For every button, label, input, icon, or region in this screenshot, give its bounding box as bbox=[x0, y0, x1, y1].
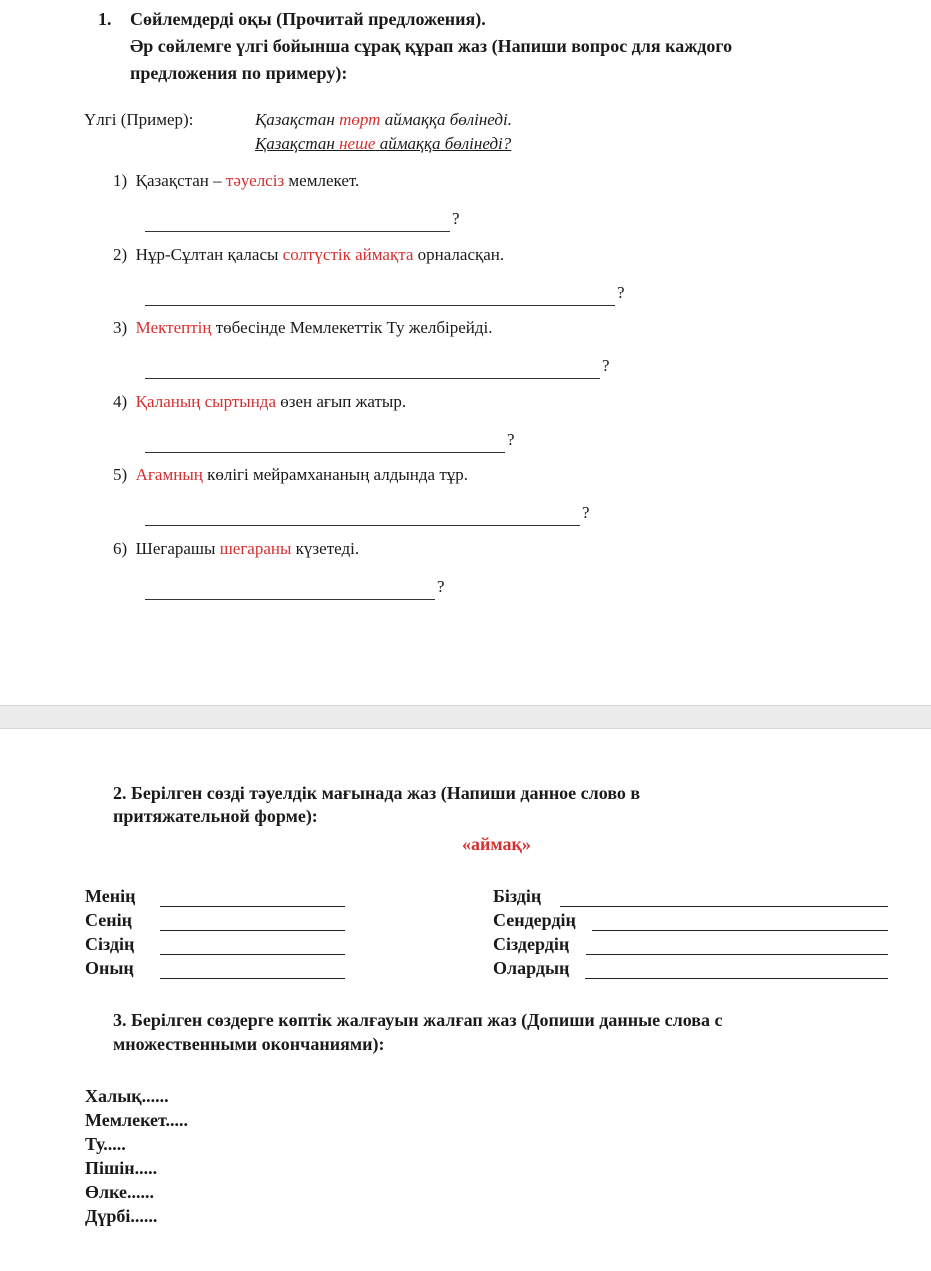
example-label: Үлгі (Пример): bbox=[84, 110, 194, 129]
text: Қазақстан bbox=[255, 110, 340, 129]
exercise-item bbox=[113, 318, 493, 338]
highlight: Ағамның bbox=[135, 465, 203, 484]
word-item: Пішін..... bbox=[85, 1158, 158, 1178]
highlight: тәуелсіз bbox=[225, 171, 285, 190]
highlight: шегараны bbox=[219, 538, 292, 558]
text: мемлекет. bbox=[284, 171, 360, 190]
answer-blank[interactable] bbox=[145, 452, 505, 453]
highlight: солтүстік аймақта bbox=[282, 244, 414, 264]
answer-blank[interactable] bbox=[145, 599, 435, 600]
question-mark: ? bbox=[437, 576, 445, 596]
answer-blank[interactable] bbox=[560, 906, 888, 907]
item-number: 3) bbox=[113, 318, 128, 337]
text: өзен ағып жатыр. bbox=[276, 391, 407, 411]
task2-title: 2. Берілген сөзді тәуелдік мағынада жаз (Напиши данное слово в bbox=[113, 783, 641, 803]
question-mark: ? bbox=[602, 356, 610, 375]
text: төбесінде Мемлекеттік Ту желбірейді. bbox=[211, 318, 493, 337]
answer-blank[interactable] bbox=[592, 930, 888, 931]
highlight: Мектептің bbox=[135, 318, 212, 337]
answer-blank[interactable] bbox=[160, 930, 345, 931]
pronoun-label: Оның bbox=[85, 958, 134, 978]
task3-title: 3. Берілген сөздерге көптік жалғауын жалғап жаз (Допиши данные слова с bbox=[113, 1010, 723, 1030]
answer-blank[interactable] bbox=[160, 906, 345, 907]
task1-number: 1. bbox=[98, 9, 112, 29]
task1-instruction: Әр сөйлемге үлгі бойынша сұрақ құрап жаз (Напиши вопрос для каждого bbox=[130, 36, 733, 56]
text: аймаққа бөлінеді. bbox=[380, 110, 513, 129]
pronoun-label: Сенің bbox=[85, 910, 132, 930]
word-item: Мемлекет..... bbox=[85, 1110, 188, 1130]
pronoun-label: Сіздердің bbox=[493, 934, 570, 954]
text: орналасқан. bbox=[413, 244, 505, 264]
text: Қазақстан – bbox=[135, 171, 226, 190]
word-item: Ту..... bbox=[85, 1134, 126, 1154]
pronoun-label: Біздің bbox=[493, 886, 542, 906]
task3-title-cont: множественными окончаниями): bbox=[113, 1034, 385, 1054]
exercise-item bbox=[113, 245, 504, 265]
text: Қазақстан bbox=[255, 134, 340, 153]
example-statement bbox=[255, 110, 512, 130]
page-break bbox=[0, 705, 931, 729]
answer-blank[interactable] bbox=[160, 954, 345, 955]
answer-blank[interactable] bbox=[586, 954, 888, 955]
pronoun-label: Менің bbox=[85, 886, 136, 906]
pronoun-label: Сіздің bbox=[85, 934, 135, 954]
task2-word: «аймақ» bbox=[462, 834, 531, 854]
highlight: неше bbox=[339, 134, 376, 153]
exercise-item bbox=[113, 171, 359, 191]
example-question bbox=[255, 134, 511, 154]
task2-title-cont: притяжательной форме): bbox=[113, 806, 318, 826]
task1-title: Сөйлемдерді оқы (Прочитай предложения). bbox=[130, 9, 486, 29]
question-mark: ? bbox=[452, 209, 460, 228]
pronoun-label: Сендердің bbox=[493, 910, 576, 930]
answer-blank[interactable] bbox=[145, 525, 580, 526]
item-number: 5) bbox=[113, 465, 128, 484]
item-number: 1) bbox=[113, 171, 128, 190]
word-item: Дүрбі...... bbox=[85, 1206, 158, 1226]
answer-blank[interactable] bbox=[145, 305, 615, 306]
answer-blank[interactable] bbox=[145, 378, 600, 379]
question-mark: ? bbox=[617, 282, 625, 302]
text: көлігі мейрамхананың алдында тұр. bbox=[202, 465, 469, 484]
exercise-item bbox=[113, 539, 359, 559]
text: Нұр-Сұлтан қаласы bbox=[135, 244, 283, 264]
text: Шегарашы bbox=[135, 538, 220, 558]
word-item: Халық...... bbox=[85, 1086, 169, 1106]
answer-blank[interactable] bbox=[585, 978, 888, 979]
word-item: Өлке...... bbox=[85, 1182, 155, 1202]
pronoun-label: Олардың bbox=[493, 958, 570, 978]
exercise-item bbox=[113, 392, 406, 412]
task1-instruction-cont: предложения по примеру): bbox=[130, 63, 348, 83]
exercise-item bbox=[113, 465, 468, 485]
answer-blank[interactable] bbox=[145, 231, 450, 232]
answer-blank[interactable] bbox=[160, 978, 345, 979]
text: күзетеді. bbox=[291, 538, 360, 558]
text: аймаққа бөлінеді? bbox=[375, 134, 512, 153]
item-number: 2) bbox=[113, 244, 128, 264]
question-mark: ? bbox=[507, 429, 515, 449]
question-mark: ? bbox=[582, 503, 590, 522]
highlight: Қаланың сыртында bbox=[135, 391, 276, 411]
item-number: 6) bbox=[113, 538, 128, 558]
item-number: 4) bbox=[113, 391, 128, 411]
highlight: төрт bbox=[339, 110, 381, 129]
